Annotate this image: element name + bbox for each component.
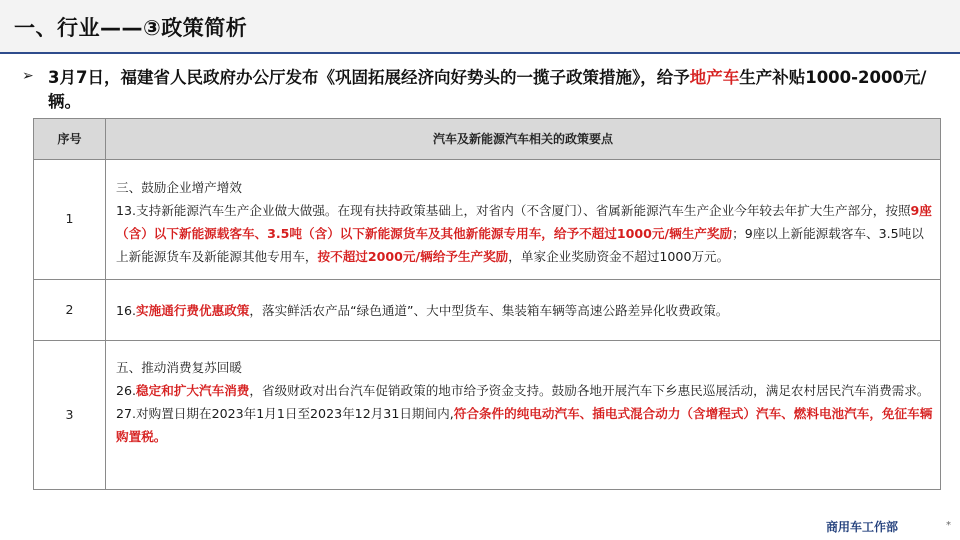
row-2-content	[116, 299, 936, 322]
summary-part1: 3月7日，福建省人民政府办公厅发布《巩固拓展经济向好势头的一揽子政策措施》，给予	[48, 68, 690, 87]
row-2-number: 2	[65, 302, 74, 317]
arrow-bullet-icon: ➢	[22, 68, 34, 84]
row-divider-1	[34, 279, 940, 280]
footer-department: 商用车工作部	[826, 520, 899, 534]
row-2-text-b: ，落实鲜活农产品“绿色通道”、大中型货车、集装箱车辆等高速公路差异化收费政策。	[249, 303, 729, 318]
column-divider	[105, 119, 106, 489]
row-1-content	[116, 176, 936, 268]
row-1-highlight-a: 9座（含）以下新能源载客车、3.5吨（含）以下新能源货车及其他新能源专用车，给予不超过1000元/辆生产奖励	[116, 203, 932, 241]
row-2-text-a: 16.	[116, 303, 137, 318]
row-3-heading: 五、推动消费复苏回暖	[116, 360, 242, 375]
row-3-item-27	[116, 402, 936, 448]
page-title: 一、行业——③政策简析	[14, 16, 248, 40]
summary-part2: 生产补贴1000-2000元/辆。	[48, 68, 927, 111]
row-1-body	[116, 199, 936, 268]
corner-mark: *	[946, 520, 951, 531]
summary-text	[48, 66, 938, 114]
header-policy-points: 汽车及新能源汽车相关的政策要点	[432, 132, 613, 146]
row-1-heading: 三、鼓励企业增产增效	[116, 180, 242, 195]
policy-table	[33, 118, 941, 490]
table-header	[34, 119, 940, 160]
row-1-text-b: ；9座以上新能源载客车、3.5吨以上新能源货车及新能源其他专用车，	[116, 226, 924, 264]
summary-highlight: 地产车	[689, 68, 740, 87]
row-3-highlight-b: 符合条件的纯电动汽车、插电式混合动力（含增程式）汽车、燃料电池汽车，免征车辆购置税。	[116, 406, 933, 444]
header-serial-number: 序号	[57, 132, 82, 146]
row-3-item-26	[116, 379, 936, 402]
row-divider-2	[34, 340, 940, 341]
title-bar	[0, 0, 960, 54]
row-1-highlight-b: 按不超过2000元/辆给予生产奖励	[317, 249, 509, 264]
row-1-number: 1	[65, 211, 74, 226]
row-3-number: 3	[65, 407, 74, 422]
row-3-content	[116, 356, 936, 448]
row-3-highlight-a: 稳定和扩大汽车消费	[136, 383, 250, 398]
row-1-text-a: 13.支持新能源汽车生产企业做大做强。在现有扶持政策基础上，对省内（不含厦门）、省属新能源汽车生产企业今年较去年扩大生产部分，按照	[116, 203, 911, 218]
row-3-text-a: 26.	[116, 383, 137, 398]
row-3-text-c: 27.对购置日期在2023年1月1日至2023年12月31日期间内,	[116, 406, 454, 421]
row-1-text-c: ，单家企业奖励资金不超过1000万元。	[508, 249, 730, 264]
row-2-highlight: 实施通行费优惠政策	[136, 303, 250, 318]
row-3-text-b: ，省级财政对出台汽车促销政策的地市给予资金支持。鼓励各地开展汽车下乡惠民巡展活动，满足农村居民汽车消费需求。	[249, 383, 930, 398]
